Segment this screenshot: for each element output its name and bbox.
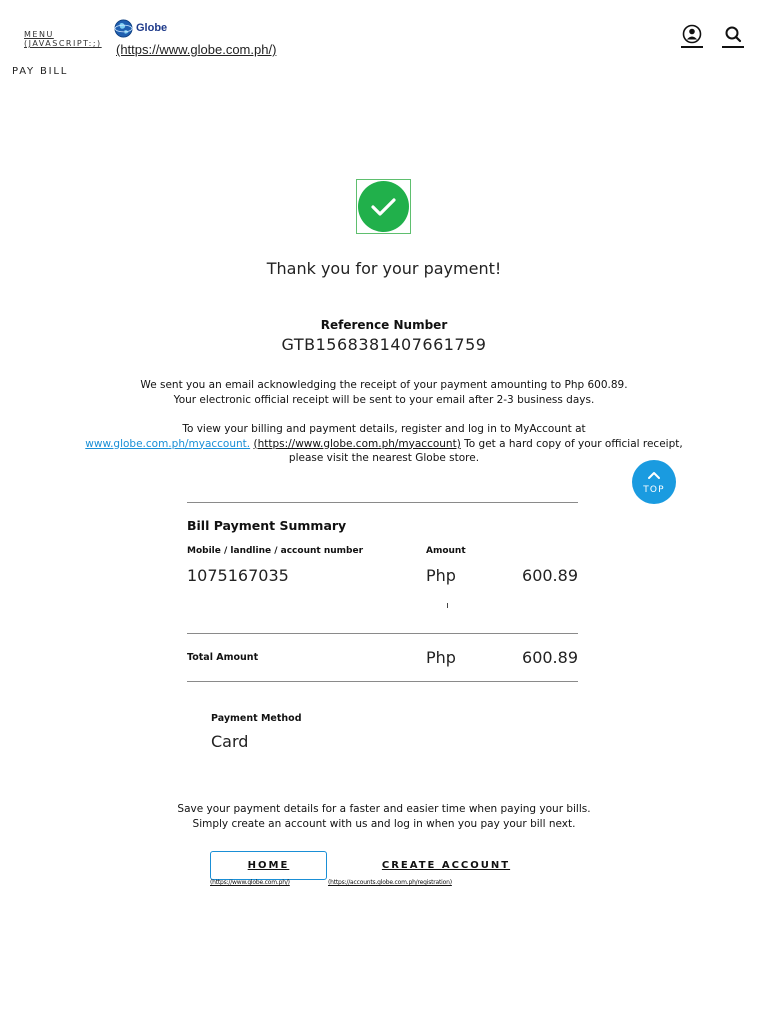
success-indicator: [356, 179, 411, 234]
home-url-link[interactable]: (https://www.globe.com.ph/): [210, 879, 290, 886]
email-line-1: We sent you an email acknowledging the receipt of your payment amounting to Php 600.89.: [140, 379, 628, 391]
create-account-url-link[interactable]: (https://accounts.globe.com.ph/registration): [328, 879, 452, 886]
checkmark-icon: [358, 181, 409, 232]
menu-link[interactable]: [24, 30, 102, 48]
globe-logo-icon: [114, 19, 133, 38]
search-button[interactable]: [722, 24, 744, 48]
view-line-2: [0, 437, 768, 452]
reference-label: Reference Number: [320, 318, 448, 332]
myaccount-notice: [0, 422, 768, 466]
separator-tick: [447, 603, 448, 608]
payment-method-value: Card: [211, 732, 249, 751]
account-icon: [681, 24, 703, 44]
save-line-1: Save your payment details for a faster and easier time when paying your bills.: [177, 803, 591, 815]
account-button[interactable]: [681, 24, 703, 48]
account-column-label: Mobile / landline / account number: [187, 546, 364, 556]
search-icon: [722, 24, 744, 44]
home-button[interactable]: HOME: [210, 851, 327, 880]
view-line-2-rest: To get a hard copy of your official receipt,: [460, 437, 683, 450]
total-currency: Php: [426, 648, 456, 667]
email-notice: [0, 378, 768, 407]
payment-method-label: Payment Method: [211, 713, 302, 724]
create-account-button[interactable]: CREATE ACCOUNT: [381, 860, 511, 871]
menu-label: MENU: [24, 30, 54, 39]
save-details-message: [0, 802, 768, 831]
myaccount-url-link[interactable]: (https://www.globe.com.ph/myaccount): [253, 437, 461, 450]
divider: [187, 633, 578, 634]
myaccount-link[interactable]: www.globe.com.ph/myaccount.: [85, 437, 251, 450]
total-amount-value: 600.89: [522, 648, 578, 667]
amount-currency: Php: [426, 566, 456, 585]
chevron-up-icon: [632, 464, 676, 486]
divider: [187, 681, 578, 682]
view-line-3: please visit the nearest Globe store.: [288, 452, 480, 464]
logo-url-link[interactable]: (https://www.globe.com.ph/): [116, 42, 277, 57]
account-number: 1075167035: [187, 566, 289, 585]
total-amount-label: Total Amount: [187, 652, 259, 663]
email-line-2: Your electronic official receipt will be sent to your email after 2-3 business days.: [173, 393, 595, 406]
menu-href: (JAVASCRIPT:;): [24, 39, 102, 48]
top-label: TOP: [643, 485, 665, 495]
logo-text: Globe: [136, 22, 168, 34]
amount-column-label: Amount: [426, 546, 466, 556]
amount-value: 600.89: [522, 566, 578, 585]
page-title: PAY BILL: [12, 66, 69, 77]
summary-title: Bill Payment Summary: [187, 518, 347, 533]
divider: [187, 502, 578, 503]
globe-logo[interactable]: [114, 18, 167, 38]
back-to-top-button[interactable]: [632, 460, 676, 504]
thank-you-heading: Thank you for your payment!: [266, 259, 502, 278]
view-line-1: To view your billing and payment details, register and log in to MyAccount at: [182, 423, 586, 435]
reference-number: GTB1568381407661759: [281, 335, 487, 354]
save-line-2: Simply create an account with us and log in when you pay your bill next.: [192, 817, 576, 830]
